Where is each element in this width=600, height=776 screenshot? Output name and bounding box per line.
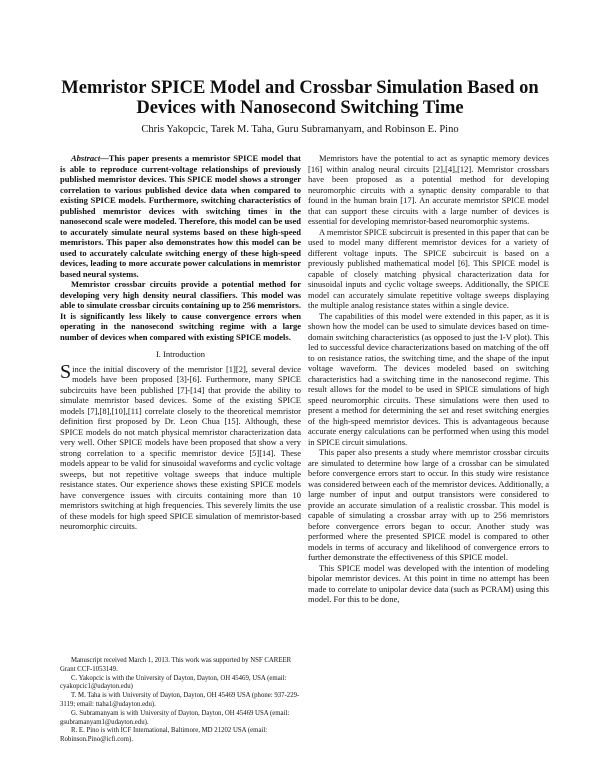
right-paragraph-4: This paper also presents a study where memristor crossbar circuits are simulated to determine how large of a crossbar can be simulated before convergence errors start to occur. In this study wire resistance was considered between each of the memristor devices. Additionally, a large number of input and output transistors were considered to provide an accurate simulation of a realistic crossbar. This model is capable of simulating a crossbar array with up to 256 memristors before convergence errors began to occur. Another study was performed where the presented SPICE model is compared to other models in terms of accuracy and likelihood of convergence errors to further demonstrate the effectiveness of this SPICE model. bbox=[308, 447, 549, 562]
abstract-text-1: —This paper presents a memristor SPICE model that is able to reproduce current-voltage relationships of previously published memristor devices. This SPICE model shows a stronger correlation to various published device data when compared to existing SPICE models. Furthermore, switching characteristics of published memristor devices with switching times in the nanosecond scale were modeled. Therefore, this model can be used to accurately simulate neural systems based on these high-speed memristors. This paper also demonstrates how this model can be used to accurately calculate switching energy of these high-speed devices, leading to more accurate power calculations in memristor based neural systems. bbox=[60, 153, 301, 279]
right-column bbox=[308, 153, 549, 605]
right-paragraph-5: This SPICE model was developed with the intention of modeling bipolar memristor devices. At this point in time no attempt has been made to correlate to unipolar device data (such as PCRAM) using this model. For this to be done, bbox=[308, 562, 549, 604]
abstract-paragraph-2: Memristor crossbar circuits provide a potential method for developing very high density neural classifiers. This model was able to simulate crossbar circuits containing up to 256 memristors. It is significantly less likely to cause convergence errors when operating in the nanosecond switching regime with a large number of devices when compared with existing SPICE models. bbox=[60, 279, 301, 342]
abstract-label: Abstract bbox=[71, 153, 101, 163]
right-paragraph-1: Memristors have the potential to act as synaptic memory devices [16] within analog neural circuits [2],[4],[12]. Memristor crossbars have been proposed as a potential method for developing neuromorphic circuits with a synaptic density comparable to that found in the human brain [17]. An accurate memristor SPICE model that can support these circuits with a large number of devices is essential for developing memristor-based neuromorphic systems. bbox=[308, 153, 549, 226]
left-column bbox=[60, 153, 301, 532]
right-paragraph-3: The capabilities of this model were extended in this paper, as it is shown how the model can be used to simulate devices based on time-domain switching characteristics (as opposed to just the I-V plot). This led to successful device characterizations based on matching of the off to on resistance ratios, the switching time, and the shape of the input voltage waveform. The devices modeled based on switching characteristics had a switching time in the nanosecond regime. This result allows for the model to be used in SPICE simulations of high speed neuromorphic circuits. These simulations were then used to present a method for determining the set and reset switching energies of the high-speed memristor devices. This is advantageous because accurate energy calculations can be performed when using this model in SPICE circuit simulations. bbox=[308, 310, 549, 447]
abstract bbox=[60, 153, 301, 342]
paper-authors: Chris Yakopcic, Tarek M. Taha, Guru Subramanyam, and Robinson E. Pino bbox=[141, 124, 459, 135]
footnotes bbox=[60, 657, 301, 745]
right-paragraph-2: A memristor SPICE subcircuit is presented in this paper that can be used to model many different memristor devices for a variety of different voltage inputs. The SPICE subcircuit is based on a previously published mathematical model [6]. This SPICE model is capable of closely matching physical characterization data for sinusoidal inputs and cyclic voltage sweeps. Additionally, the SPICE model can accurately simulate repetitive voltage sweeps displaying the multiple analog resistance states within a single device. bbox=[308, 226, 549, 310]
footnote-author-3: G. Subramanyam is with University of Dayton, Dayton, OH 45469 USA (email: gsubramanyam1@udayton.edu). bbox=[60, 709, 290, 726]
footnote-author-1: C. Yakopcic is with the University of Dayton, Dayton, OH 45469, USA (email: cyakopcic1@udayton.edu) bbox=[60, 674, 287, 691]
paper-title: Memristor SPICE Model and Crossbar Simulation Based on Devices with Nanosecond Switching Time bbox=[61, 78, 539, 118]
section-heading-introduction: I. Introduction bbox=[155, 349, 206, 359]
abstract-paragraph-1 bbox=[60, 153, 301, 279]
footnote-author-4: R. E. Pino is with ICF International, Baltimore, MD 21202 USA (email: Robinson.Pino@icfi.com). bbox=[60, 727, 268, 744]
footnote-author-2: T. M. Taha is with University of Dayton, Dayton, OH 45469 USA (phone: 937-229-3119; email: ttaha1@udayton.edu). bbox=[60, 692, 300, 708]
intro-paragraph-1: Since the initial discovery of the memristor [1][2], several device models have been proposed [3]-[6]. Furthermore, many SPICE subcircuits have been published [7]-[14] that provide the ability to simulate memristor based devices. Some of the existing SPICE models [7],[8],[10],[11] correlate closely to the theoretical memristor definition first proposed by Dr. Leon Chua [15]. Although, these SPICE models do not match physical memristor characterization data very well. Other SPICE models have been proposed that show a very strong correlation to a specific memristor device [5][14]. These models appear to be valid for sinusoidal waveforms and cyclic voltage sweeps, but not repetitive voltage sweeps that induce multiple resistance states. Our experience shows these existing SPICE models have convergence issues with circuits containing more than 10 memristors switching at high frequencies. This severely limits the use of these models for high speed SPICE simulation of memristor-based neuromorphic circuits. bbox=[60, 360, 301, 531]
footnote-manuscript: Manuscript received March 1, 2013. This work was supported by NSF CAREER Grant CCF-1053149. bbox=[60, 657, 292, 673]
